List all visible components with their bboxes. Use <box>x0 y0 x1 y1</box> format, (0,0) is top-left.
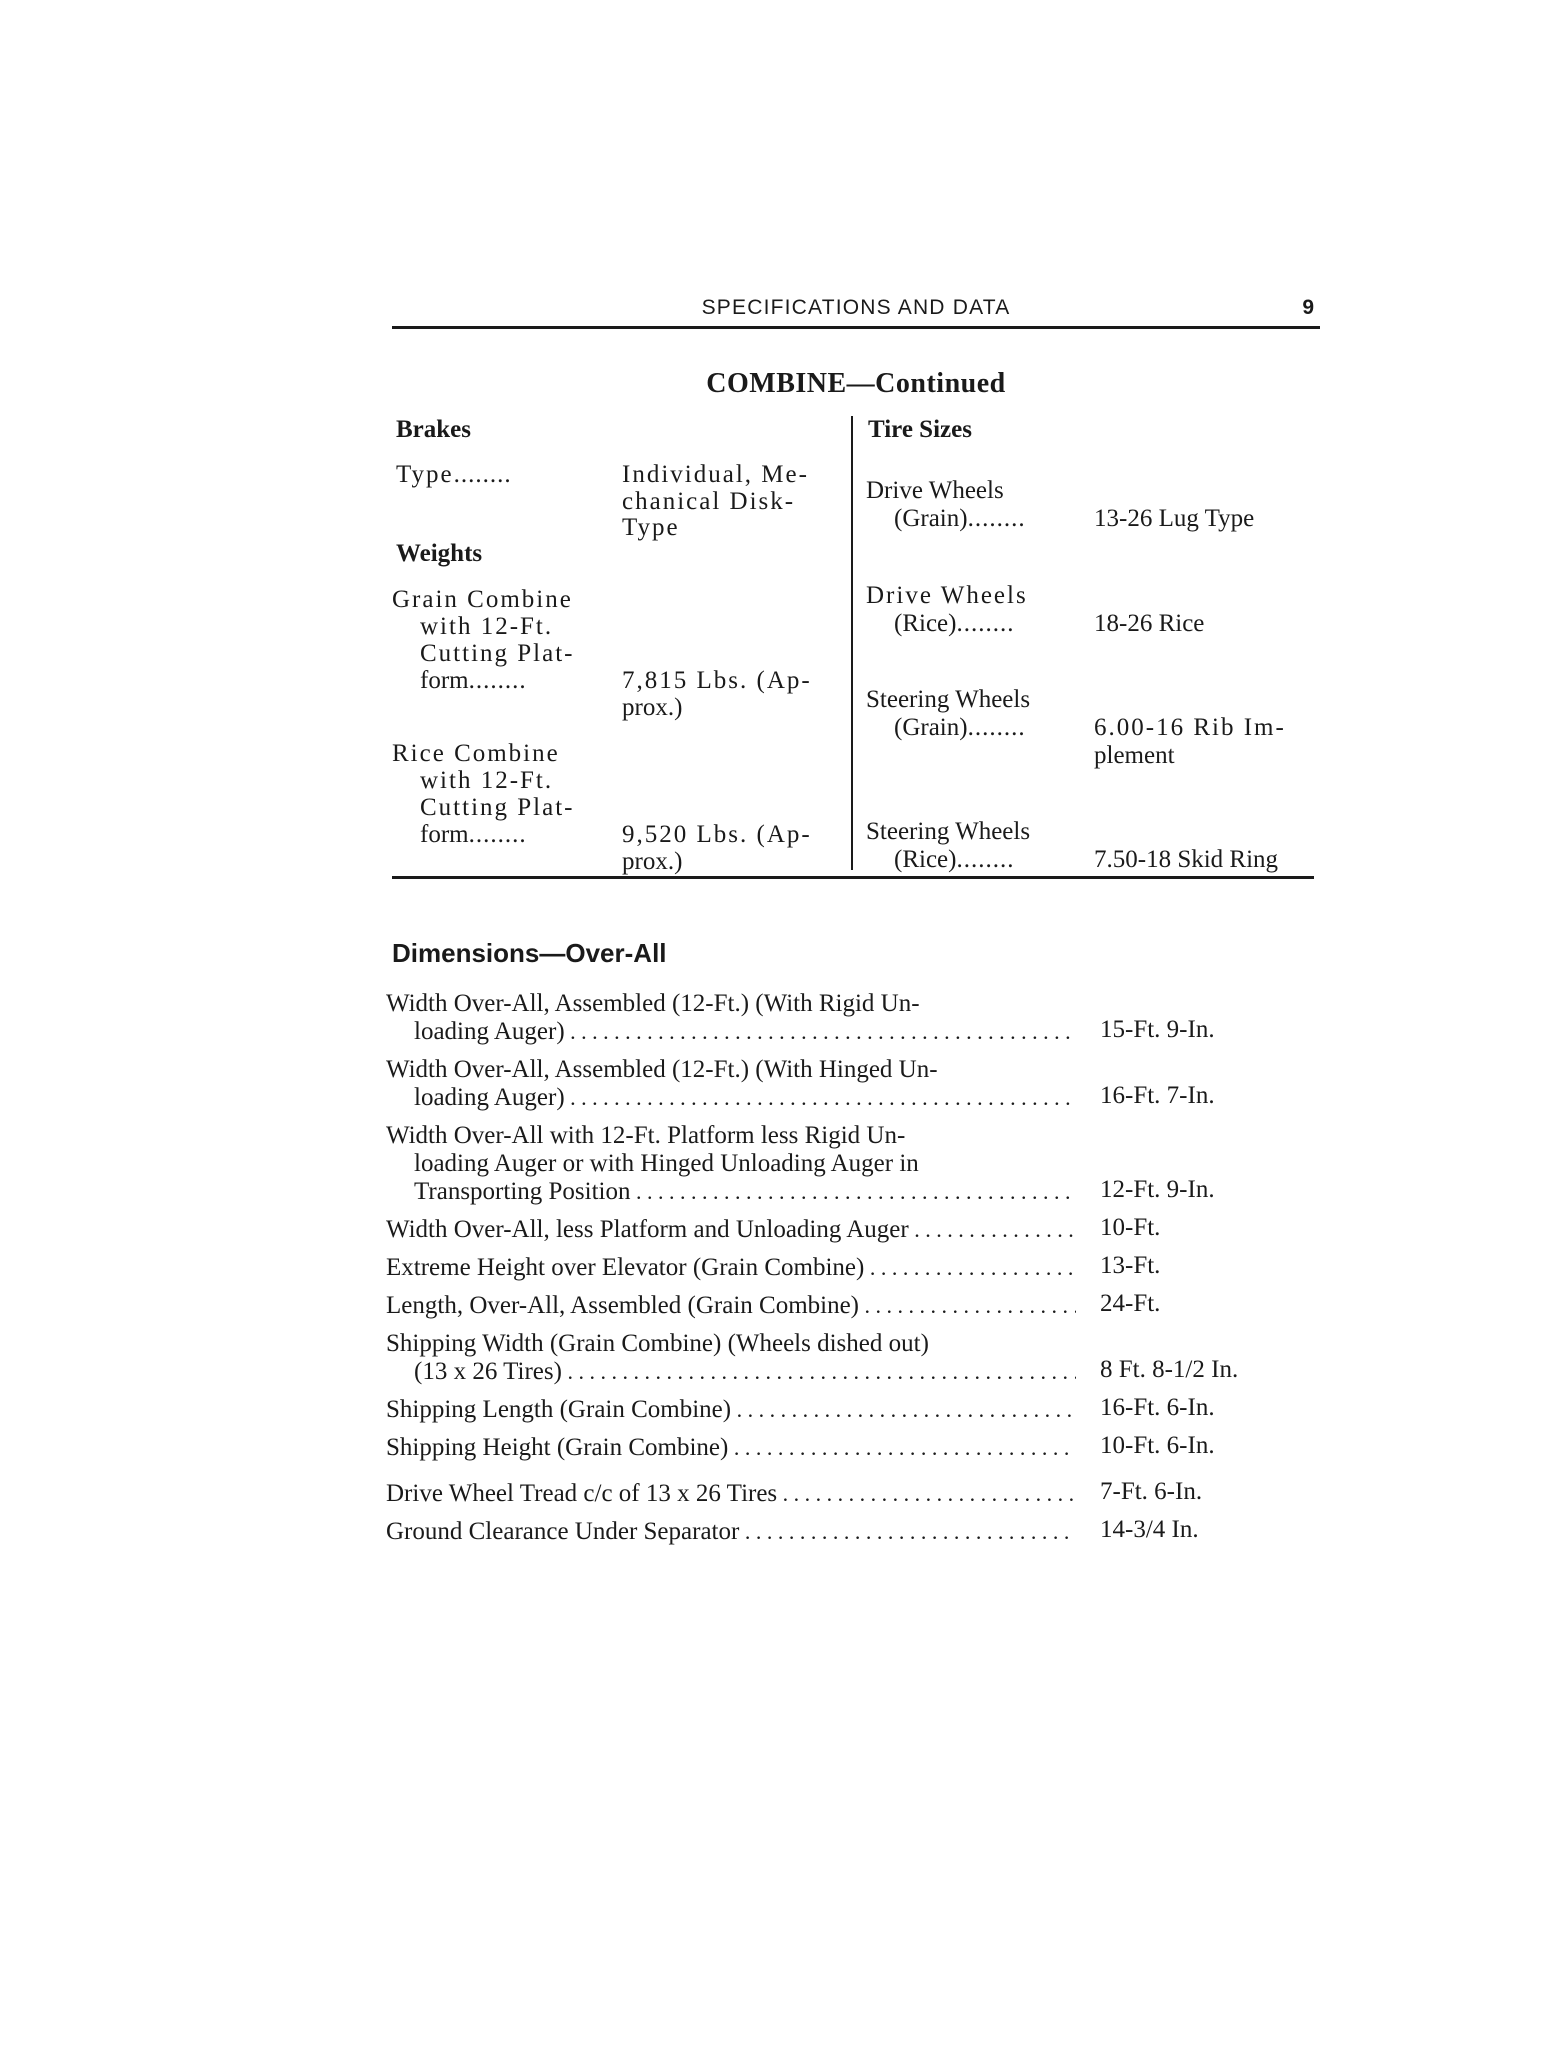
dimension-label: Width Over-All, Assembled (12-Ft.) (With Rigid Un- <box>386 990 920 1017</box>
dimension-label: Extreme Height over Elevator (Grain Combine) . . . <box>386 1254 1076 1282</box>
dimension-label: Shipping Height (Grain Combine) . . . <box>386 1434 1076 1462</box>
header-title: SPECIFICATIONS AND DATA <box>701 296 1011 319</box>
dimension-label: Width Over-All, less Platform and Unloading Auger . . . <box>386 1216 1076 1244</box>
rice-combine-value-1: 9,520 Lbs. (Ap- <box>622 821 812 848</box>
dimension-row <box>386 1122 1286 1206</box>
grain-combine-label-3: Cutting Plat- <box>420 640 575 667</box>
section-title: COMBINE—Continued <box>706 368 1006 399</box>
steer-grain-value-2: plement <box>1094 742 1175 769</box>
dimension-value: 10-Ft. <box>1100 1214 1161 1241</box>
dimension-row <box>386 1480 1286 1508</box>
drive-rice-label-2: (Rice) ........ <box>894 610 1014 638</box>
steer-rice-value: 7.50-18 Skid Ring <box>1094 846 1279 873</box>
steer-grain-value-1: 6.00-16 Rib Im- <box>1094 714 1286 741</box>
dimension-label-cont: loading Auger) . . . <box>386 1018 1076 1046</box>
weights-heading: Weights <box>396 540 483 567</box>
dimension-label: Shipping Width (Grain Combine) (Wheels dished out) <box>386 1330 929 1357</box>
steer-rice-label-1: Steering Wheels <box>866 818 1031 845</box>
brakes-type-value-2: chanical Disk- <box>622 488 796 515</box>
drive-grain-label-2: (Grain) ........ <box>894 505 1026 533</box>
rice-combine-label-2: with 12-Ft. <box>420 767 554 794</box>
grain-combine-label-2: with 12-Ft. <box>420 613 554 640</box>
dimension-row <box>386 1254 1286 1282</box>
brakes-type-value-3: Type <box>622 514 680 541</box>
dimension-value: 8 Ft. 8-1/2 In. <box>1100 1356 1239 1383</box>
dimension-row <box>386 1518 1286 1546</box>
rice-combine-label-1: Rice Combine <box>392 740 560 767</box>
dimension-label-cont: Transporting Position . . . <box>386 1178 1076 1206</box>
rice-combine-label-3: Cutting Plat- <box>420 794 575 821</box>
rice-combine-label-4: form ........ <box>420 821 527 849</box>
dimension-label: Width Over-All with 12-Ft. Platform less Rigid Un- <box>386 1122 906 1149</box>
dimension-row <box>386 1216 1286 1244</box>
grain-combine-value-2: prox.) <box>622 694 683 721</box>
dimension-row <box>386 1396 1286 1424</box>
dimensions-heading: Dimensions—Over-All <box>392 938 667 968</box>
dimension-label: Drive Wheel Tread c/c of 13 x 26 Tires . . . <box>386 1480 1076 1508</box>
dimension-label-cont: (13 x 26 Tires) . . . <box>386 1358 1076 1386</box>
steer-grain-label-1: Steering Wheels <box>866 686 1031 713</box>
steer-rice-label-2: (Rice) ........ <box>894 846 1014 874</box>
dimension-label: Shipping Length (Grain Combine) . . . <box>386 1396 1076 1424</box>
page-number: 9 <box>1302 296 1314 319</box>
drive-rice-label-1: Drive Wheels <box>866 582 1028 609</box>
dimension-value: 24-Ft. <box>1100 1290 1161 1317</box>
grain-combine-label-4: form ........ <box>420 667 527 695</box>
dimension-value: 12-Ft. 9-In. <box>1100 1176 1215 1203</box>
brakes-heading: Brakes <box>396 416 471 443</box>
dimension-value: 10-Ft. 6-In. <box>1100 1432 1215 1459</box>
column-divider <box>851 416 853 870</box>
dimension-value: 14-3/4 In. <box>1100 1516 1199 1543</box>
dimension-value: 15-Ft. 9-In. <box>1100 1016 1215 1043</box>
dimension-label: Width Over-All, Assembled (12-Ft.) (With Hinged Un- <box>386 1056 938 1083</box>
dimension-label-cont: loading Auger or with Hinged Unloading Auger in <box>414 1150 919 1177</box>
running-header <box>392 296 1320 329</box>
brakes-type-value-1: Individual, Me- <box>622 461 809 488</box>
rice-combine-value-2: prox.) <box>622 848 683 875</box>
tire-sizes-heading: Tire Sizes <box>868 416 972 443</box>
grain-combine-value-1: 7,815 Lbs. (Ap- <box>622 667 812 694</box>
steer-grain-label-2: (Grain) ........ <box>894 714 1026 742</box>
dimension-row <box>386 1292 1286 1320</box>
dimension-row <box>386 1056 1286 1112</box>
dimension-value: 16-Ft. 6-In. <box>1100 1394 1215 1421</box>
block-bottom-rule <box>392 876 1314 879</box>
dimension-label: Length, Over-All, Assembled (Grain Combine) . . . <box>386 1292 1076 1320</box>
grain-combine-label-1: Grain Combine <box>392 586 573 613</box>
drive-grain-label-1: Drive Wheels <box>866 477 1004 504</box>
dimension-value: 7-Ft. 6-In. <box>1100 1478 1203 1505</box>
dimensions-list <box>386 990 1286 1556</box>
dimension-row <box>386 1434 1286 1462</box>
brakes-type-label: Type ........ <box>396 461 512 489</box>
dimension-value: 16-Ft. 7-In. <box>1100 1082 1215 1109</box>
drive-grain-value: 13-26 Lug Type <box>1094 505 1255 532</box>
dimension-row <box>386 1330 1286 1386</box>
drive-rice-value: 18-26 Rice <box>1094 610 1205 637</box>
dimension-value: 13-Ft. <box>1100 1252 1161 1279</box>
dimension-row <box>386 990 1286 1046</box>
dimension-label: Ground Clearance Under Separator . . . <box>386 1518 1076 1546</box>
dimension-label-cont: loading Auger) . . . <box>386 1084 1076 1112</box>
